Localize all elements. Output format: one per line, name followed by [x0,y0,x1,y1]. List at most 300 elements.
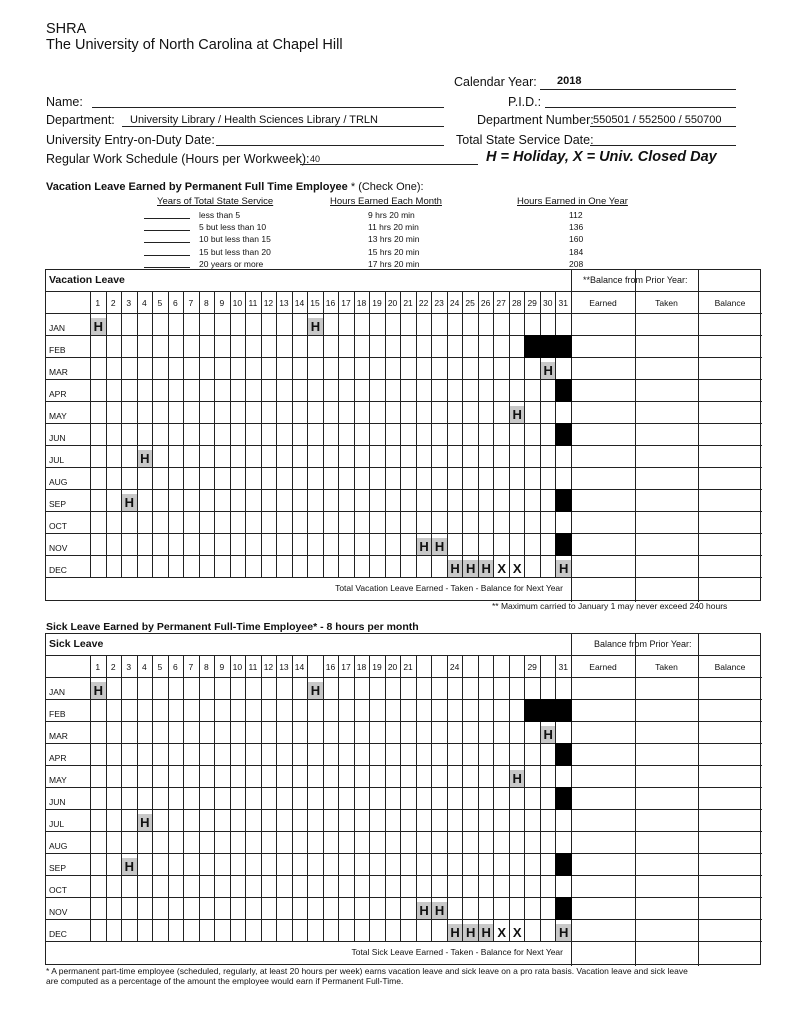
day-number: 9 [219,298,225,308]
summary-cell[interactable] [636,534,697,554]
summary-column-header: Taken [655,298,678,308]
day-number: 3 [126,298,132,308]
check-line[interactable] [144,267,190,268]
day-column-divider [323,656,324,941]
month-label: AUG [49,841,68,851]
day-number: 13 [279,662,289,672]
day-column-divider [230,656,231,941]
summary-cell[interactable] [636,678,697,698]
hours-per-month: 9 hrs 20 min [368,210,415,220]
day-number: 3 [126,662,132,672]
day-number: 14 [294,662,305,672]
summary-cell[interactable] [699,810,761,830]
summary-cell[interactable] [636,744,697,764]
summary-cell[interactable] [699,402,761,422]
holiday-mark: H [510,406,525,423]
day-column-divider [230,292,231,577]
day-column-divider [214,656,215,941]
department-value[interactable]: University Library / Health Sciences Library / TRLN [130,114,378,126]
years-service-header: Years of Total State Service [157,196,274,207]
day-number: 2 [110,298,116,308]
day-number: 16 [325,662,336,672]
sick-table-title: Sick Leave [49,638,104,650]
day-column-divider [509,656,510,941]
closed-day-mark: X [512,925,522,940]
day-column-divider [431,656,432,941]
summary-cell[interactable] [699,700,761,720]
summary-cell[interactable] [636,700,697,720]
summary-cell[interactable] [572,556,634,576]
sick-leave-table [45,633,761,965]
vacation-title-rest: * (Check One): [347,181,424,193]
nonexistent-day-cell [524,335,541,358]
summary-cell[interactable] [572,766,634,786]
summary-cell[interactable] [636,490,697,510]
summary-cell[interactable] [572,700,634,720]
holiday-mark: H [510,770,525,787]
summary-cell[interactable] [572,468,634,488]
summary-cell[interactable] [572,810,634,830]
summary-cell[interactable] [636,788,697,808]
day-column-divider [168,292,169,577]
summary-cell[interactable] [636,854,697,874]
summary-cell[interactable] [636,898,697,918]
holiday-mark: H [91,682,106,699]
day-column-divider [509,292,510,577]
day-number: 18 [356,298,367,308]
summary-cell[interactable] [636,424,697,444]
month-label: JUN [49,797,66,807]
day-column-divider [400,656,401,941]
day-number: 10 [232,662,243,672]
day-number: 24 [449,298,460,308]
schedule-line [300,164,478,165]
month-label: APR [49,389,67,399]
summary-cell[interactable] [572,314,634,334]
day-column-divider [137,656,138,941]
day-column-divider [478,656,479,941]
day-number: 7 [188,662,194,672]
holiday-mark: H [463,924,478,941]
hours-per-year: 160 [569,234,584,245]
closed-day-mark: X [497,561,506,576]
day-column-divider [292,292,293,577]
month-label: OCT [49,885,67,895]
summary-cell[interactable] [572,678,634,698]
day-column-divider [400,292,401,577]
holiday-mark: H [122,858,137,875]
summary-cell[interactable] [572,744,634,764]
summary-cell[interactable] [572,490,634,510]
day-column-divider [137,292,138,577]
nonexistent-day-cell [555,335,572,358]
day-column-divider [431,292,432,577]
entry-date-field[interactable] [216,145,444,146]
summary-cell[interactable] [699,766,761,786]
summary-cell[interactable] [572,534,634,554]
nonexistent-day-cell [555,699,572,722]
total-cell[interactable] [572,942,634,964]
day-column-divider [292,656,293,941]
summary-cell[interactable] [699,314,761,334]
day-number: 6 [172,298,178,308]
day-column-divider [245,656,246,941]
month-label: JUN [49,433,66,443]
summary-cell[interactable] [636,380,697,400]
day-number: 9 [219,662,225,672]
calendar-year-line [540,89,736,90]
sick-prior-balance-label: Balance from Prior Year: [594,639,692,649]
day-number: 4 [141,662,147,672]
summary-cell[interactable] [699,876,761,896]
summary-column-header: Taken [655,662,678,672]
day-number: 16 [325,298,336,308]
total-cell[interactable] [699,578,761,600]
summary-cell[interactable] [572,722,634,742]
day-number: 26 [480,298,491,308]
schedule-value[interactable]: 40 [310,154,321,164]
holiday-mark: H [308,682,323,699]
service-date-field[interactable] [590,145,736,146]
summary-cell[interactable] [699,722,761,742]
day-column-divider [416,292,417,577]
day-number: 17 [341,662,351,672]
day-column-divider [354,292,355,577]
hours-month-header: Hours Earned Each Month [330,196,442,207]
vacation-section-title [46,181,424,193]
years-of-service: 10 but less than 15 [199,234,271,245]
day-number: 31 [558,662,568,672]
summary-column-header: Balance [714,662,746,672]
summary-cell[interactable] [636,722,697,742]
nonexistent-day-cell [524,699,541,722]
holiday-mark: H [138,450,153,467]
month-label: OCT [49,521,67,531]
month-label: FEB [49,345,66,355]
hours-per-month: 15 hrs 20 min [368,246,420,257]
day-column-divider [354,656,355,941]
check-line[interactable] [144,255,190,256]
summary-cell[interactable] [636,468,697,488]
summary-cell[interactable] [699,490,761,510]
holiday-mark: H [556,924,571,941]
month-label: NOV [49,907,68,917]
day-column-divider [416,656,417,941]
month-label: JUL [49,819,65,829]
summary-cell[interactable] [699,358,761,378]
day-column-divider [493,292,494,577]
summary-cell[interactable] [699,424,761,444]
sick-table-header [46,634,760,656]
day-column-divider [369,292,370,577]
org-name: SHRA [46,21,87,37]
total-cell[interactable] [636,942,697,964]
holiday-mark: H [556,560,571,577]
day-number: 11 [248,298,258,308]
day-column-divider [261,292,262,577]
holiday-mark: H [308,318,323,335]
day-column-divider [199,292,200,577]
summary-cell[interactable] [699,446,761,466]
summary-cell[interactable] [572,920,634,940]
month-label: JAN [49,323,66,333]
month-label: APR [49,753,67,763]
summary-cell[interactable] [636,920,697,940]
summary-cell[interactable] [636,876,697,896]
total-cell[interactable] [699,942,761,964]
month-label: SEP [49,499,67,509]
years-of-service: 20 years or more [199,258,264,269]
summary-cell[interactable] [572,402,634,422]
footnote-line-2: are computed as a percentage of the amount the employee would earn if Permanent Full-Time. [46,976,404,986]
day-number: 21 [403,298,413,308]
summary-cell[interactable] [699,468,761,488]
summary-cell[interactable] [699,854,761,874]
day-number: 2 [110,662,116,672]
summary-cell[interactable] [572,876,634,896]
summary-cell[interactable] [636,832,697,852]
month-label: MAY [49,775,67,785]
vacation-table-title: Vacation Leave [49,274,125,286]
holiday-legend: H = Holiday, X = Univ. Closed Day [486,149,717,165]
day-number: 12 [263,662,274,672]
vacation-max-footnote: ** Maximum carried to January 1 may never exceed 240 hours [492,601,728,611]
day-number: 28 [511,298,522,308]
summary-cell[interactable] [699,832,761,852]
department-label: Department: [46,113,115,127]
day-column-divider [245,292,246,577]
summary-cell[interactable] [699,534,761,554]
hours-per-year: 136 [569,222,584,233]
years-of-service: 15 but less than 20 [199,246,271,257]
month-label: JUL [49,455,65,465]
day-column-divider [478,292,479,577]
vacation-title-bold: Vacation Leave Earned by Permanent Full Time Employee [46,181,348,193]
nonexistent-day-cell [555,423,572,446]
day-number: 13 [279,298,289,308]
entry-date-label: University Entry-on-Duty Date: [46,133,215,147]
nonexistent-day-cell [555,897,572,920]
summary-column-header: Earned [589,662,617,672]
day-number: 8 [204,298,209,308]
vacation-table-header [46,270,760,292]
day-number: 12 [263,298,274,308]
summary-cell[interactable] [572,446,634,466]
month-label: MAR [49,731,68,741]
total-cell[interactable] [636,578,697,600]
summary-cell[interactable] [572,854,634,874]
month-label: FEB [49,709,66,719]
day-number: 18 [356,662,367,672]
summary-cell[interactable] [636,766,697,786]
summary-cell[interactable] [636,512,697,532]
total-row-label: Total Vacation Leave Earned - Taken - Balance for Next Year [335,583,563,593]
day-column-divider [338,656,339,941]
day-number: 30 [542,298,553,308]
day-number: 29 [527,298,537,308]
hours-per-month: 13 hrs 20 min [368,234,420,245]
month-label: NOV [49,543,68,553]
nonexistent-day-cell [555,489,572,512]
vacation-leave-table [45,269,761,601]
name-field[interactable] [92,107,444,108]
month-label: JAN [49,687,66,697]
summary-cell[interactable] [636,314,697,334]
day-number: 25 [465,298,475,308]
service-date-label: Total State Service Date: [456,133,594,147]
day-number: 19 [372,662,382,672]
day-column-divider [493,656,494,941]
summary-cell[interactable] [572,424,634,444]
day-number: 20 [387,298,398,308]
summary-column-header: Earned [589,298,617,308]
day-column-divider [152,292,153,577]
day-column-divider [447,292,448,577]
department-line [122,126,444,127]
summary-cell[interactable] [636,446,697,466]
day-number: 20 [387,662,398,672]
summary-cell[interactable] [699,788,761,808]
holiday-mark: H [448,560,463,577]
day-number: 7 [188,298,194,308]
day-number: 1 [95,662,101,672]
dept-number-value[interactable]: 550501 / 552500 / 550700 [593,114,722,126]
day-column-divider [276,656,277,941]
day-number: 8 [204,662,209,672]
day-number: 19 [372,298,382,308]
day-column-divider [152,656,153,941]
day-column-divider [369,656,370,941]
summary-cell[interactable] [572,898,634,918]
calendar-year-label: Calendar Year: [454,75,537,89]
holiday-mark: H [122,494,137,511]
summary-cell[interactable] [572,358,634,378]
day-column-divider [214,292,215,577]
day-number: 14 [294,298,305,308]
summary-cell[interactable] [699,512,761,532]
day-column-divider [106,656,107,941]
day-column-divider [385,292,386,577]
summary-cell[interactable] [699,898,761,918]
summary-cell[interactable] [699,556,761,576]
summary-cell[interactable] [572,512,634,532]
nonexistent-day-cell [555,787,572,810]
day-column-divider [168,656,169,941]
summary-cell[interactable] [699,336,761,356]
hours-per-year: 184 [569,246,584,257]
holiday-mark: H [463,560,478,577]
holiday-mark: H [432,538,447,555]
day-number: 24 [449,662,460,672]
hours-year-header: Hours Earned in One Year [517,196,628,207]
day-number: 11 [248,662,258,672]
dept-number-label: Department Number: [477,113,594,127]
holiday-mark: H [417,902,432,919]
summary-cell[interactable] [636,336,697,356]
summary-cell[interactable] [636,556,697,576]
check-line[interactable] [144,230,190,231]
day-number: 21 [403,662,413,672]
month-label: DEC [49,565,67,575]
summary-cell[interactable] [699,678,761,698]
vacation-prior-balance-label: **Balance from Prior Year: [583,275,688,285]
day-column-divider [447,656,448,941]
calendar-year-value[interactable]: 2018 [557,75,582,87]
years-of-service: 5 but less than 10 [199,222,267,233]
holiday-mark: H [417,538,432,555]
closed-day-mark: X [497,925,506,940]
holiday-mark: H [479,924,494,941]
summary-cell[interactable] [572,380,634,400]
day-column-divider [261,656,262,941]
summary-cell[interactable] [699,920,761,940]
summary-cell[interactable] [699,380,761,400]
years-of-service: less than 5 [199,210,241,220]
day-number: 5 [157,662,163,672]
day-column-divider [462,292,463,577]
check-line[interactable] [144,242,190,243]
summary-cell[interactable] [572,832,634,852]
check-line[interactable] [144,218,190,219]
day-number: 23 [434,298,444,308]
month-label: AUG [49,477,68,487]
day-column-divider [323,292,324,577]
holiday-mark: H [541,362,556,379]
holiday-mark: H [138,814,153,831]
day-column-divider [183,656,184,941]
nonexistent-day-cell [540,699,557,722]
summary-cell[interactable] [572,788,634,808]
day-number: 1 [95,298,101,308]
nonexistent-day-cell [540,335,557,358]
sick-section-title: Sick Leave Earned by Permanent Full-Time Employee* - 8 hours per month [46,621,419,633]
nonexistent-day-cell [555,533,572,556]
day-number: 29 [527,662,537,672]
total-cell[interactable] [572,578,634,600]
day-column-divider [276,292,277,577]
summary-cell[interactable] [572,336,634,356]
summary-cell[interactable] [636,358,697,378]
nonexistent-day-cell [555,379,572,402]
summary-cell[interactable] [636,810,697,830]
month-label: MAY [49,411,67,421]
total-row-label: Total Sick Leave Earned - Taken - Balance for Next Year [351,947,563,957]
schedule-label: Regular Work Schedule (Hours per Workweek): [46,152,310,166]
day-column-divider [385,656,386,941]
summary-cell[interactable] [699,744,761,764]
footnote-line-1: * A permanent part-time employee (scheduled, regularly, at least 20 hours per week) earns vacation leave and sick leave on a pro rata basis. Vacation leave and sick leave [46,966,688,976]
day-column-divider [199,656,200,941]
day-column-divider [462,656,463,941]
day-number: 22 [418,298,429,308]
pid-label: P.I.D.: [508,95,542,109]
day-column-divider [183,292,184,577]
university-name: The University of North Carolina at Chapel Hill [46,37,343,53]
hours-per-year: 208 [569,258,584,269]
day-number: 17 [341,298,351,308]
summary-cell[interactable] [636,402,697,422]
day-number: 10 [232,298,243,308]
hours-per-month: 17 hrs 20 min [368,258,420,269]
month-label: DEC [49,929,67,939]
day-number: 5 [157,298,163,308]
holiday-mark: H [479,560,494,577]
month-label: SEP [49,863,67,873]
day-number: 15 [310,298,320,308]
day-number: 27 [496,298,506,308]
pid-field[interactable] [545,107,736,108]
holiday-mark: H [541,726,556,743]
